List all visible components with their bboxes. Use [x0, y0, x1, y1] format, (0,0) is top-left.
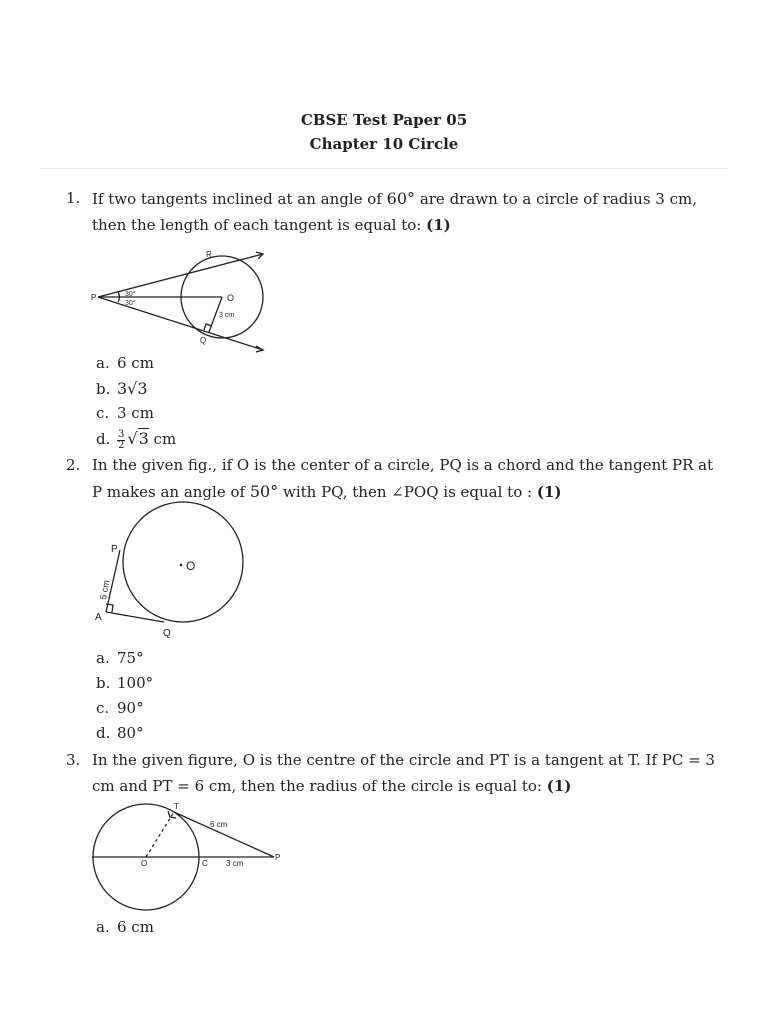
question-number: 2.	[66, 456, 81, 474]
label-q: Q	[163, 628, 171, 639]
angle-value: 50°	[249, 481, 279, 501]
option-b[interactable]: b. 3√3	[96, 379, 148, 398]
label-angle-1: 30°	[125, 291, 136, 298]
label-length: 5 cm	[98, 579, 112, 601]
figure-q1	[88, 244, 272, 354]
paper-title: CBSE Test Paper 05	[300, 111, 468, 129]
label-angle-2: 30°	[125, 300, 136, 307]
question-number: 1.	[66, 189, 81, 207]
option-a[interactable]: a. 75°	[96, 649, 144, 667]
option-d[interactable]: d. 80°	[96, 724, 144, 742]
label-o: O	[227, 293, 235, 303]
label-p: P	[91, 293, 97, 302]
question-2	[66, 453, 726, 505]
figure-q2	[90, 500, 250, 640]
marks: (1)	[426, 215, 451, 234]
label-t: T	[174, 802, 179, 811]
header-divider	[40, 168, 728, 169]
label-a: A	[95, 612, 102, 623]
option-b[interactable]: b. 100°	[96, 674, 154, 692]
label-pt: 6 cm	[210, 820, 228, 829]
question-text: In the given fig., if O is the center of a circle, PQ is a chord and the tangent PR at P makes an angle of 50° with PQ, then ∠POQ is equal to : (1)	[92, 456, 714, 501]
paper-header	[0, 108, 768, 156]
label-p: P	[111, 544, 118, 555]
question-text: In the given figure, O is the centre of the circle and PT is a tangent at T. If PC = 3 cm and PT = 6 cm, then the radius of the circle is equal to: (1)	[92, 751, 715, 795]
options-q3	[96, 915, 154, 940]
question-3	[66, 748, 726, 799]
fraction: $\frac{3}{2}$	[118, 428, 125, 451]
option-d[interactable]: d. $\frac{3}{2}$ √3 cm	[96, 428, 177, 451]
label-r: R	[206, 250, 212, 259]
label-radius: 3 cm	[219, 312, 235, 319]
label-o: O	[186, 559, 196, 573]
label-q: Q	[200, 336, 207, 345]
option-a[interactable]: a. 6 cm	[96, 354, 154, 372]
question-number: 3.	[66, 751, 81, 769]
option-c[interactable]: c. 90°	[96, 699, 144, 717]
marks: (1)	[546, 776, 572, 795]
label-p: P	[275, 853, 281, 862]
label-c: C	[202, 859, 208, 868]
option-a[interactable]: a. 6 cm	[96, 918, 154, 936]
label-pc: 3 cm	[226, 859, 244, 868]
options-q1	[96, 351, 176, 451]
figure-q3	[88, 800, 300, 912]
question-text: If two tangents inclined at an angle of 60° are drawn to a circle of radius 3 cm, then the length of each tangent is equal to: (1)	[92, 189, 697, 234]
angle-value: 60°	[386, 189, 416, 208]
label-o: O	[141, 859, 148, 868]
option-c[interactable]: c. 3 cm	[96, 404, 154, 422]
question-1	[66, 186, 726, 238]
chapter-title: Chapter 10 Circle	[309, 135, 459, 153]
marks: (1)	[536, 482, 562, 501]
options-q2	[96, 646, 153, 746]
